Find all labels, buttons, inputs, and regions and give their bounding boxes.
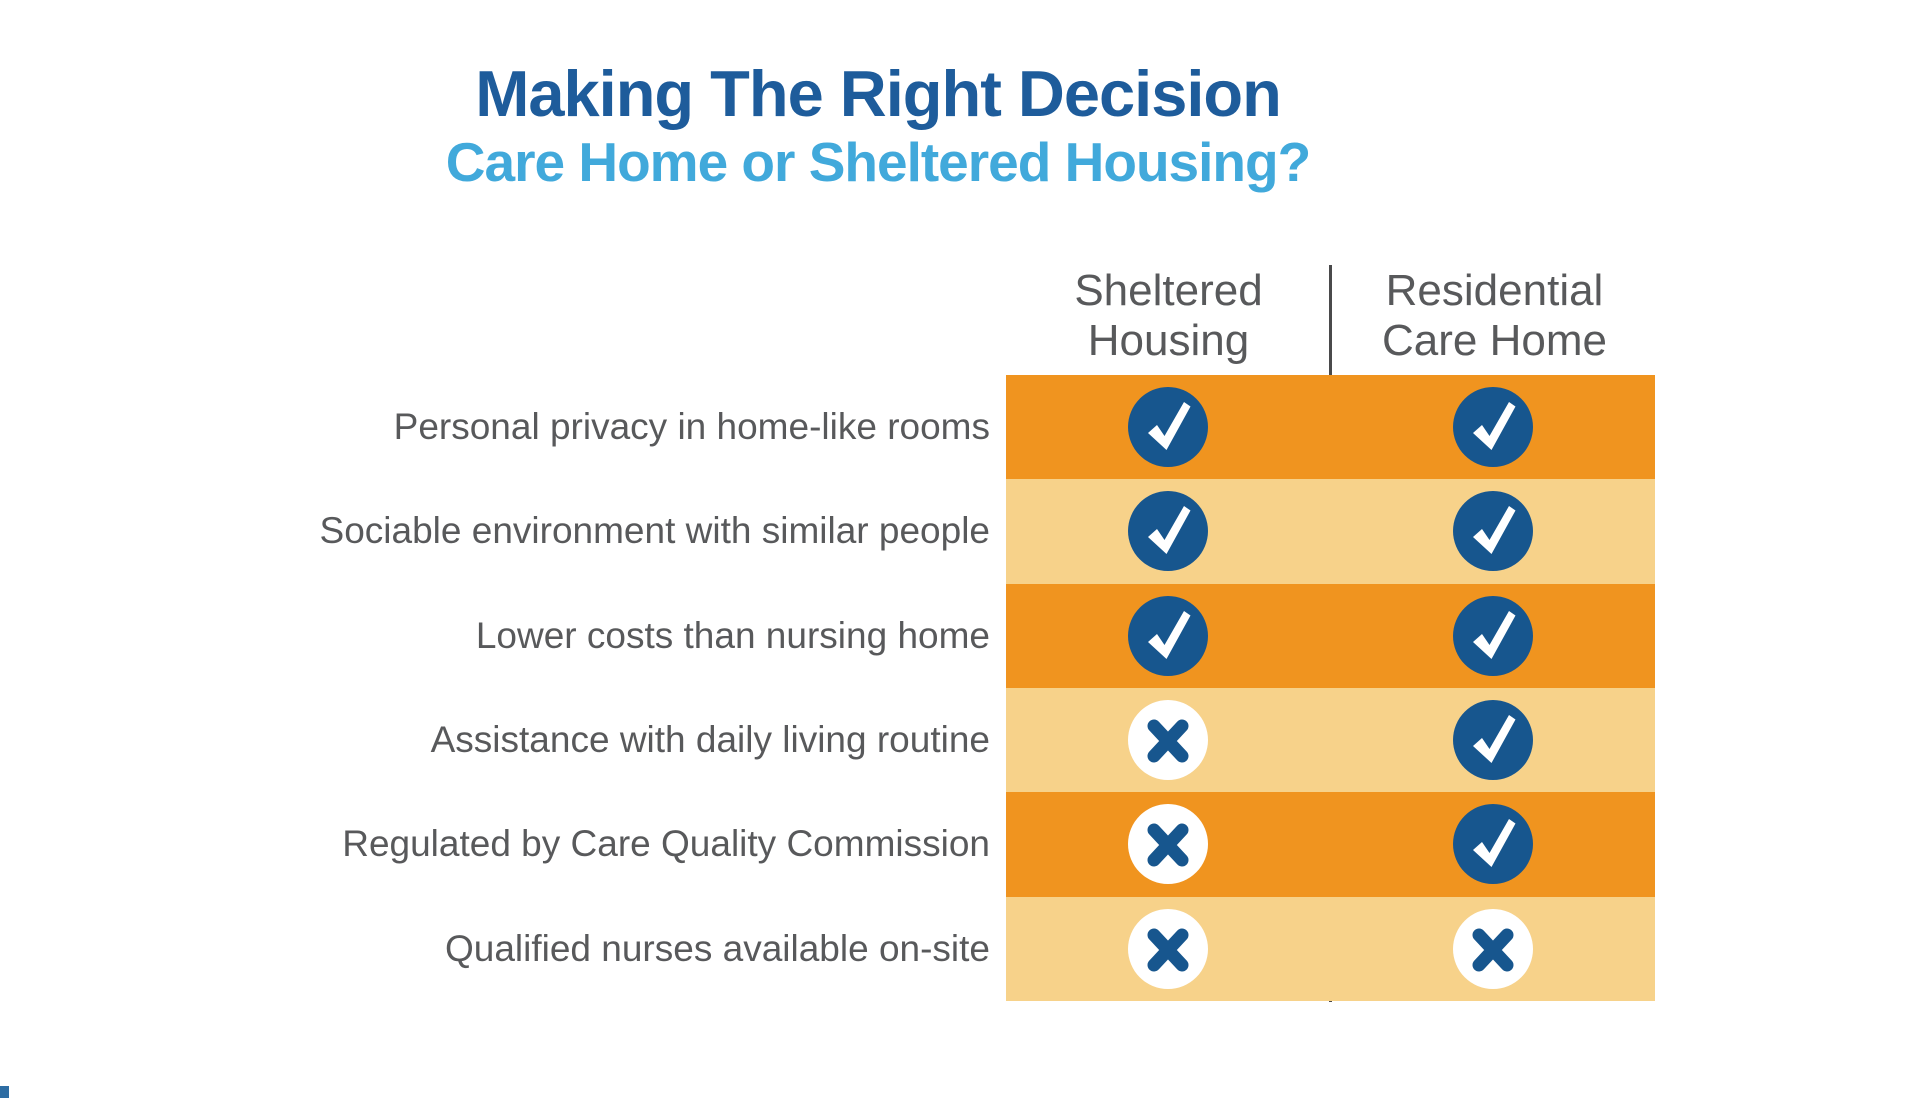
cell-sheltered — [1006, 897, 1331, 1001]
table-row — [1006, 897, 1655, 1001]
comparison-table — [1006, 375, 1655, 1001]
table-row — [1006, 792, 1655, 896]
corner-artifact — [0, 1086, 9, 1098]
check-icon — [1128, 491, 1208, 571]
cell-sheltered — [1006, 792, 1331, 896]
check-icon — [1453, 596, 1533, 676]
cross-icon — [1453, 909, 1533, 989]
cell-residential — [1331, 479, 1656, 583]
check-icon — [1453, 700, 1533, 780]
page-title: Making The Right Decision — [475, 57, 1281, 130]
row-label: Qualified nurses available on-site — [444, 927, 990, 969]
row-label: Lower costs than nursing home — [475, 614, 990, 656]
column-header-residential-care-home — [1334, 266, 1655, 370]
cross-icon — [1128, 804, 1208, 884]
table-row — [1006, 375, 1655, 479]
cell-residential — [1331, 688, 1656, 792]
check-icon — [1453, 491, 1533, 571]
column-header-line: Care Home — [1382, 316, 1607, 365]
cell-residential — [1331, 375, 1656, 479]
table-row — [1006, 688, 1655, 792]
check-icon — [1453, 387, 1533, 467]
row-labels-column — [0, 375, 990, 1001]
header-block — [0, 58, 1756, 192]
table-row — [1006, 584, 1655, 688]
check-icon — [1128, 387, 1208, 467]
cross-icon — [1128, 700, 1208, 780]
row-label: Regulated by Care Quality Commission — [342, 823, 990, 865]
check-icon — [1128, 596, 1208, 676]
cell-sheltered — [1006, 375, 1331, 479]
cell-residential — [1331, 792, 1656, 896]
column-header-sheltered-housing — [1006, 266, 1331, 370]
row-label: Personal privacy in home-like rooms — [393, 406, 990, 448]
column-header-line: Residential — [1385, 266, 1604, 315]
row-label: Assistance with daily living routine — [430, 719, 990, 761]
check-icon — [1453, 804, 1533, 884]
table-row — [1006, 479, 1655, 583]
cell-sheltered — [1006, 584, 1331, 688]
row-label: Sociable environment with similar people — [319, 510, 990, 552]
cross-icon — [1128, 909, 1208, 989]
cell-sheltered — [1006, 688, 1331, 792]
column-header-line: Housing — [1087, 316, 1250, 365]
cell-sheltered — [1006, 479, 1331, 583]
column-header-line: Sheltered — [1074, 266, 1263, 315]
cell-residential — [1331, 584, 1656, 688]
cell-residential — [1331, 897, 1656, 1001]
page-subtitle: Care Home or Sheltered Housing? — [445, 131, 1311, 193]
